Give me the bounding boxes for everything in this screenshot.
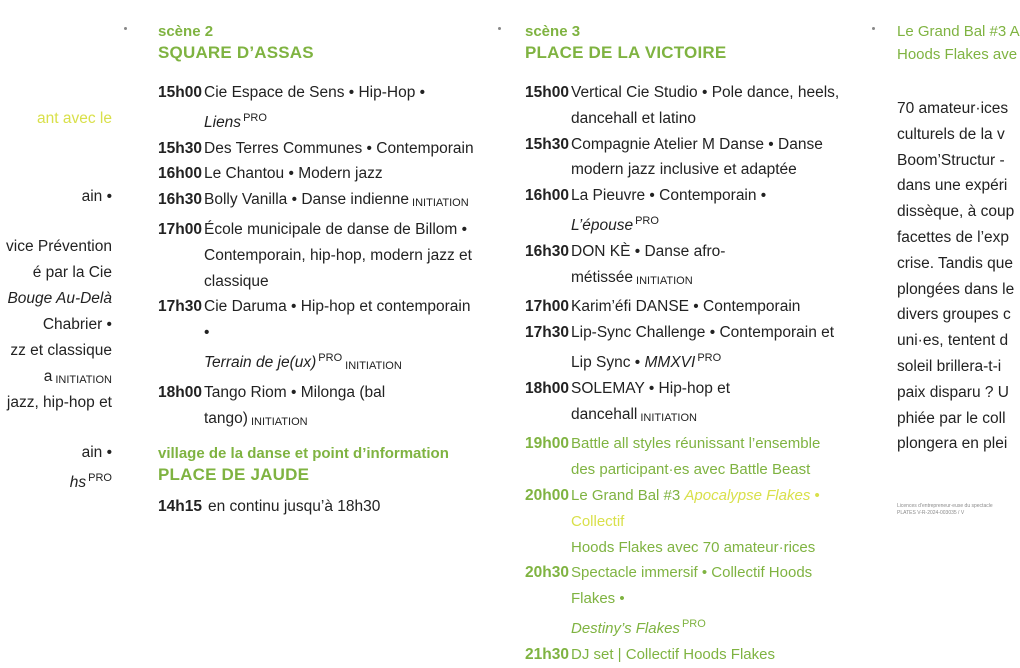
scene-2-label: scène 2 — [158, 23, 214, 40]
entry-time: 17h00 — [158, 220, 202, 238]
entry-time: 14h15 — [158, 498, 202, 515]
right-text-line: divers groupes c — [897, 306, 1011, 324]
entry-description: Le Grand Bal #3 Apocalypse Flakes • Collectif Hoods Flakes avec 70 amateur·rices — [571, 486, 820, 556]
left-line-pro: hs $^{PRO}$ — [69, 472, 112, 491]
right-text-line: paix disparu ? U — [897, 383, 1010, 401]
entry-time: 21h30 — [525, 645, 569, 663]
schedule-entry — [525, 80, 845, 132]
entry-description: SOLEMAY • Hip-hop et dancehall INITIATION — [571, 379, 731, 424]
entry-time: 16h30 — [525, 242, 569, 260]
legal-line: Licences d’entrepreneur·euse du spectacle — [897, 503, 993, 509]
schedule-entry — [158, 136, 478, 162]
schedule-entry — [158, 294, 478, 379]
right-text-line: culturels de la v — [897, 125, 1005, 143]
left-line-initiation: a INITIATION — [43, 368, 112, 386]
legal-line: PLATES V-R-2024-003035 / V — [897, 510, 965, 516]
right-text-line: phiée par le coll — [897, 409, 1006, 427]
entry-time: 18h00 — [158, 383, 202, 401]
schedule-entry-highlight — [525, 431, 845, 483]
schedule-entry — [158, 217, 478, 294]
entry-time: 17h00 — [525, 298, 569, 316]
left-line: Chabrier • — [42, 316, 112, 333]
right-text-line: facettes de l’exp — [897, 228, 1010, 246]
village-label: village de la danse et point d’information — [158, 445, 449, 462]
right-title-line: Le Grand Bal #3 A — [897, 23, 1020, 40]
schedule-entry — [525, 294, 845, 320]
right-cropped-column — [897, 20, 1020, 540]
entry-description: La Pieuvre • Contemporain • L’épouse $^{PRO}$ — [571, 187, 767, 234]
entry-description: Le Chantou • Modern jazz — [204, 165, 383, 183]
entry-description: Compagnie Atelier M Danse • Danse modern jazz inclusive et adaptée — [571, 135, 823, 179]
schedule-entry — [158, 187, 478, 217]
right-text-line: dissèque, à coup — [897, 203, 1015, 221]
entry-time: 17h30 — [525, 324, 569, 342]
entry-time: 17h30 — [158, 298, 202, 316]
entry-description: DJ set | Collectif Hoods Flakes — [571, 645, 775, 663]
separator-dot — [872, 27, 875, 30]
entry-description: Bolly Vanilla • Danse indienne INITIATION — [204, 191, 469, 210]
scene-3-column — [525, 22, 845, 668]
left-line: Bouge Au-Delà — [7, 290, 112, 307]
entry-time: 16h00 — [158, 165, 202, 183]
entry-time: 20h30 — [525, 564, 569, 582]
left-line: ain • — [81, 188, 112, 205]
entry-time: 16h00 — [525, 187, 569, 205]
entry-time: 15h30 — [525, 135, 569, 153]
entry-description: en continu jusqu’à 18h30 — [208, 498, 381, 515]
schedule-entry — [158, 80, 478, 136]
right-text-line: plongées dans le — [897, 280, 1015, 298]
right-text-line: dans une expéri — [897, 177, 1008, 195]
entry-description: Cie Daruma • Hip-hop et contemporain • Terrain de je(ux) $^{PRO}$INITIATION — [204, 298, 471, 372]
left-line: jazz, hip-hop et — [6, 394, 112, 411]
separator-dot — [124, 27, 127, 30]
entry-description: Karim’éfi DANSE • Contemporain — [571, 298, 801, 316]
scene-3-title: PLACE DE LA VICTOIRE — [525, 43, 727, 62]
schedule-entry — [158, 380, 478, 436]
left-line: zz et classique — [10, 342, 112, 359]
schedule-entry — [158, 161, 478, 187]
entry-time: 19h00 — [525, 435, 569, 453]
right-text-line: crise. Tandis que — [897, 254, 1014, 272]
entry-time: 15h30 — [158, 139, 202, 157]
village-section — [158, 444, 478, 520]
schedule-entry — [525, 376, 845, 432]
left-line: é par la Cie — [32, 264, 112, 281]
entry-description: DON KÈ • Danse afro-métissée INITIATION — [571, 242, 726, 287]
schedule-entry-highlight — [525, 483, 845, 560]
left-line: ant avec le — [37, 110, 112, 127]
entry-time: 15h00 — [158, 84, 202, 101]
entry-time: 18h00 — [525, 379, 569, 397]
entry-description: Lip-Sync Challenge • Contemporain et Lip Sync • MMXVI $^{PRO}$ — [571, 324, 835, 371]
right-text-line: uni·es, tentent d — [897, 332, 1009, 350]
entry-description: Spectacle immersif • Collectif Hoods Flakes • Destiny’s Flakes $^{PRO}$ — [571, 564, 813, 637]
entry-description: Vertical Cie Studio • Pole dance, heels, dancehall et latino — [571, 84, 840, 127]
right-text-line: plongera en plei — [897, 435, 1008, 453]
legal-notice — [897, 503, 1007, 517]
schedule-entry — [525, 239, 845, 295]
right-text-line: 70 amateur·ices — [897, 100, 1009, 117]
entry-description: Tango Riom • Milonga (bal tango) INITIATION — [204, 383, 386, 428]
left-line: vice Prévention — [6, 238, 112, 255]
entry-time: 20h00 — [525, 486, 569, 504]
schedule-entry — [525, 320, 845, 376]
right-title-line: Hoods Flakes ave — [897, 46, 1018, 63]
schedule-entry — [525, 132, 845, 184]
entry-time: 15h00 — [525, 84, 569, 101]
separator-dot — [498, 27, 501, 30]
entry-time: 16h30 — [158, 191, 202, 209]
scene-2-title: SQUARE D’ASSAS — [158, 43, 314, 62]
left-line: ain • — [81, 444, 112, 461]
schedule-entry-highlight — [525, 560, 845, 641]
schedule-entry — [525, 183, 845, 239]
entry-description: Cie Espace de Sens • Hip-Hop • Liens $^{PRO}$ — [204, 84, 426, 131]
right-text-line: Boom’Structur - — [897, 151, 1005, 169]
entry-description: Battle all styles réunissant l’ensemble des participant·es avec Battle Beast — [571, 435, 821, 479]
right-text-line: soleil brillera-t-i — [897, 357, 1002, 375]
schedule-entry-highlight — [525, 642, 845, 668]
entry-description: Des Terres Communes • Contemporain — [204, 139, 474, 157]
scene-3-label: scène 3 — [525, 23, 581, 40]
schedule-entry — [158, 494, 478, 520]
left-cropped-column — [0, 0, 112, 540]
entry-description: École municipale de danse de Billom • Contemporain, hip-hop, modern jazz et classique — [204, 220, 472, 290]
village-title: PLACE DE JAUDE — [158, 465, 310, 484]
scene-2-column — [158, 22, 478, 435]
